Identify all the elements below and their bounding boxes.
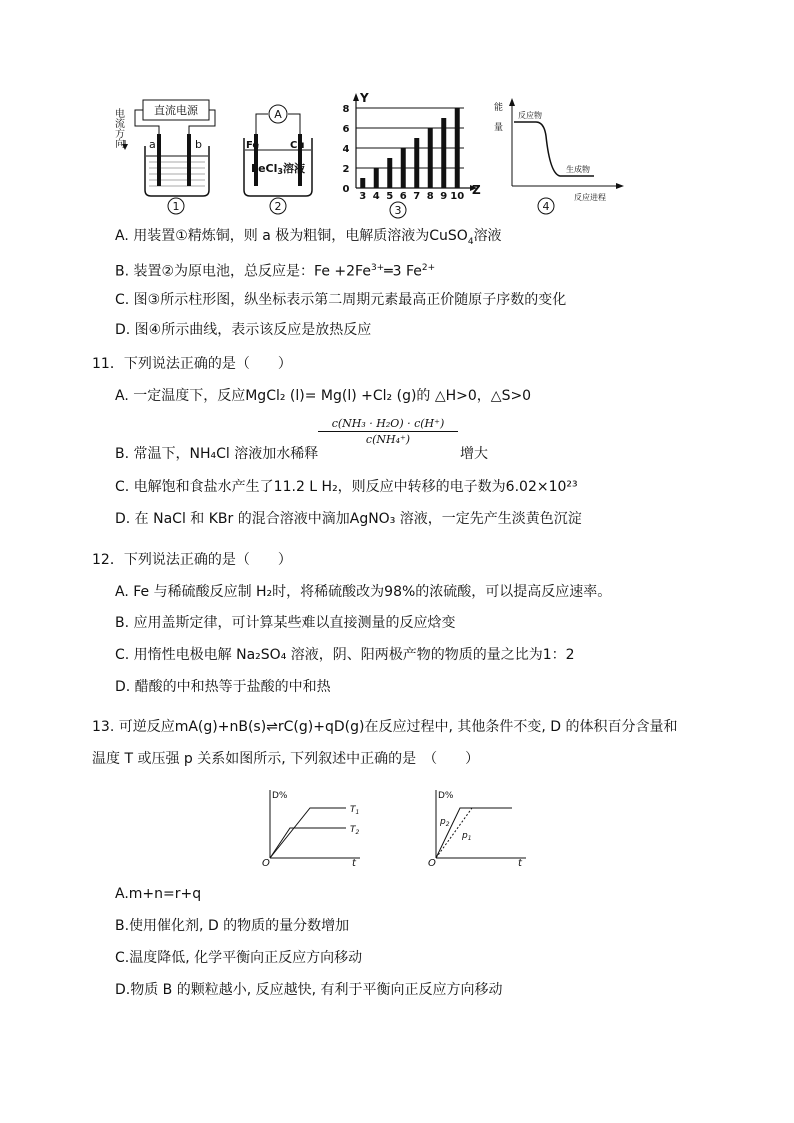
q12-option-d: D. 醋酸的中和热等于盐酸的中和热 [115,679,331,695]
q11-fraction [318,417,458,446]
label-p1: $p_1$ [462,831,472,842]
q11-option-b-tail: 增大 [460,446,488,462]
energy-label-1: 能 [494,103,504,113]
solution-label: FeCl3溶液 [251,162,305,176]
y-tick-label: 8 [342,104,350,115]
x-tick-label: 5 [386,191,394,202]
x-axis-label: Z [472,183,481,197]
curve-p2 [436,808,512,858]
curve-t1 [270,808,346,858]
bar [441,118,446,188]
electrode-a-label: a [149,138,156,151]
electrode-b-label: b [195,138,202,151]
q10-option-c: C. 图③所示柱形图，纵坐标表示第二周期元素最高正价随原子序数的变化 [115,292,567,308]
product-label: 生成物 [566,165,590,174]
x-tick-label: 10 [450,191,465,202]
figure-2-galvanic-cell [238,96,318,218]
figure-3-number: 3 [394,204,402,217]
fraction-numerator: c(NH₃ · H₂O) · c(H⁺) [318,417,458,432]
q13-stem-line-1: 13. 可逆反应mA(g)+nB(s)⇌rC(g)+qD(g)在反应过程中, 其他条件不变, D 的体积百分含量和 [92,719,678,735]
reactant-label: 反应物 [518,111,542,120]
q11-option-a: A. 一定温度下，反应MgCl₂ (l)= Mg(l) +Cl₂ (g)的 △H>0，△S>0 [115,388,532,404]
q13-graph-pressure [426,786,536,869]
q12-option-a: A. Fe 与稀硫酸反应制 H₂时，将稀硫酸改为98%的浓硫酸，可以提高反应速率。 [115,584,612,600]
bar [455,108,460,188]
graph2-origin: O [428,858,436,869]
x-axis-label: 反应进程 [574,193,606,202]
q13-option-c: C.温度降低, 化学平衡向正反应方向移动 [115,950,363,966]
q10-option-a: A. 用装置①精炼铜，则 a 极为粗铜，电解质溶液为CuSO$_4$溶液 [115,228,502,247]
x-tick-label: 9 [440,191,448,202]
q11-option-c: C. 电解饱和食盐水产生了11.2 L H₂，则反应中转移的电子数为6.02×10²³ [115,479,578,495]
q13-graph-temperature [260,786,370,869]
fraction-denominator: c(NH₄⁺) [365,433,411,446]
y-tick-label: 6 [342,124,350,135]
bar [401,148,406,188]
figure-3-bar-chart [334,92,484,220]
current-direction-label: 电流方向 [112,108,124,148]
q13-option-b: B.使用催化剂, D 的物质的量分数增加 [115,918,350,934]
graph2-y-label: D% [438,791,454,801]
graph1-y-label: D% [272,791,288,801]
q12-option-c: C. 用惰性电极电解 Na₂SO₄ 溶液，阴、阳两极产物的物质的量之比为1：2 [115,647,575,663]
y-tick-label: 4 [342,144,350,155]
ammeter-label: A [274,108,282,121]
bar [428,128,433,188]
q10-option-d: D. 图④所示曲线，表示该反应是放热反应 [115,322,372,338]
q13-option-a: A.m+n=r+q [115,886,202,902]
y-tick-label: 0 [342,184,350,195]
q13-option-d: D.物质 B 的颗粒越小, 反应越快, 有利于平衡向正反应方向移动 [115,982,503,998]
bar [414,138,419,188]
dc-source-label: 直流电源 [154,104,198,117]
x-tick-label: 8 [426,191,434,202]
q11-stem: 11．下列说法正确的是（ ） [92,356,292,372]
figure-4-number: 4 [542,200,550,213]
figure-1-number: 1 [172,200,180,213]
label-p2: $p_2$ [440,817,450,828]
q13-stem-line-2: 温度 T 或压强 p 关系如图所示, 下列叙述中正确的是 （ ） [92,751,480,767]
label-t2: $T_2$ [350,825,360,836]
x-tick-label: 3 [359,191,367,202]
q12-stem: 12．下列说法正确的是（ ） [92,552,292,568]
y-tick-label: 2 [342,164,350,175]
label-t1: $T_1$ [350,805,360,816]
bar [387,158,392,188]
fe-electrode-label: Fe [246,140,260,151]
figure-1-electrolysis [112,96,220,218]
q11-option-d: D. 在 NaCl 和 KBr 的混合溶液中滴加AgNO₃ 溶液，一定先产生淡黄色沉淀 [115,511,582,527]
x-tick-label: 7 [413,191,421,202]
x-tick-label: 6 [399,191,407,202]
energy-label-2: 量 [494,123,504,133]
y-axis-label: Y [360,91,369,105]
cu-electrode-label: Cu [290,140,305,151]
graph1-origin: O [262,858,270,869]
q11-option-b: B. 常温下，NH₄Cl 溶液加水稀释 [115,446,319,462]
x-tick-label: 4 [372,191,380,202]
figure-2-number: 2 [274,200,282,213]
bar [360,178,365,188]
q12-option-b: B. 应用盖斯定律，可计算某些难以直接测量的反应焓变 [115,615,456,631]
y-axis-arrow [353,93,359,101]
graph2-x-label: t [518,858,522,869]
figure-4-energy-curve [490,96,630,218]
graph1-x-label: t [352,858,356,869]
q10-option-b: B. 装置②为原电池，总反应是：$Fe +2Fe^{3+}═3$ $Fe^{2+}$ [115,263,436,280]
bar [374,168,379,188]
